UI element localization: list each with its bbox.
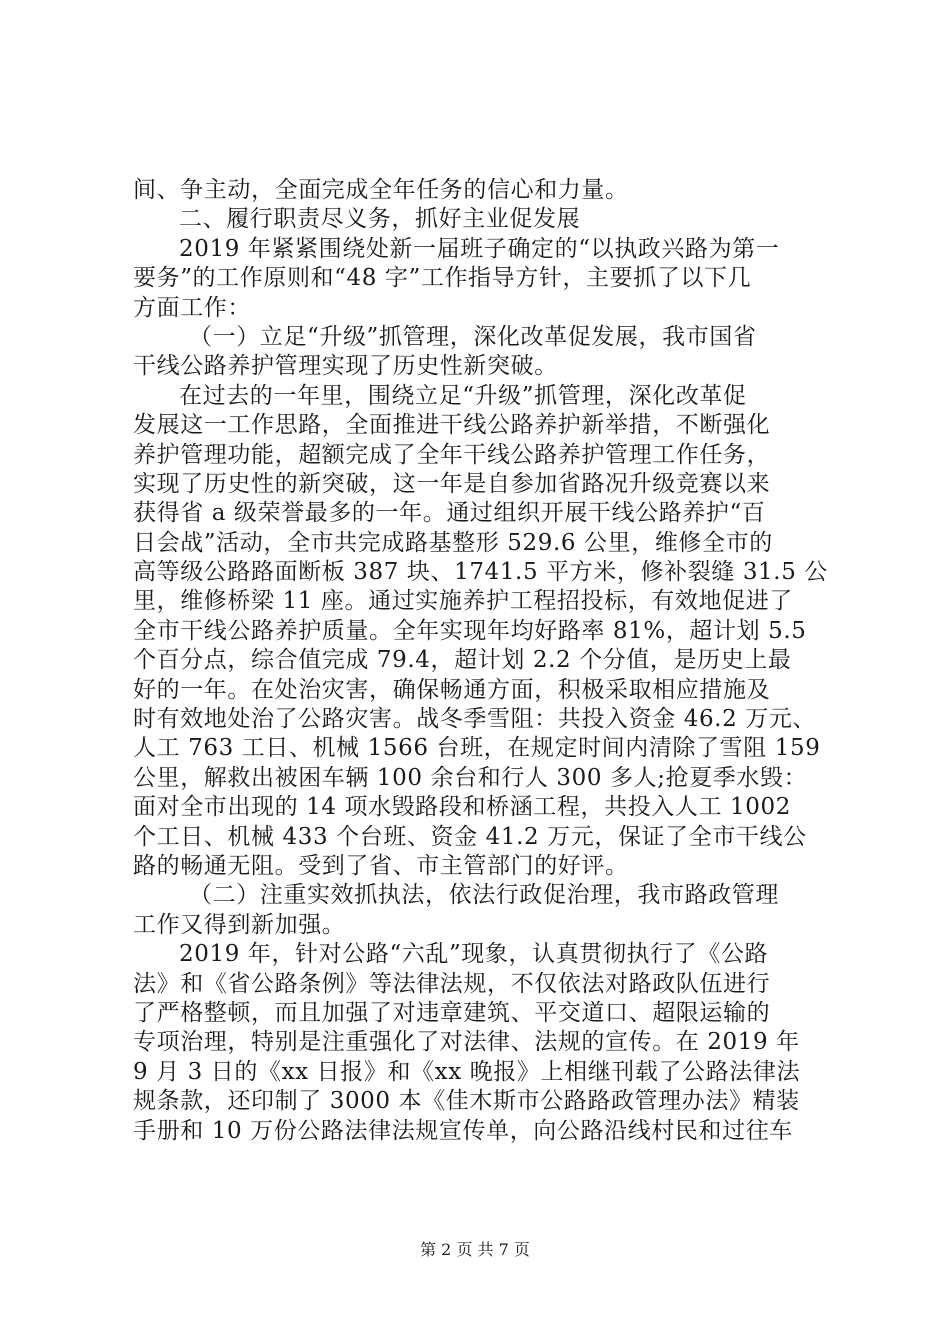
body-line: 面对全市出现的 14 项水毁路段和桥涵工程，共投入人工 1002: [133, 794, 791, 821]
body-line: 里，维修桥梁 11 座。通过实施养护工程招投标，有效地促进了: [133, 588, 793, 615]
body-line: 了严格整顿，而且加强了对违章建筑、平交道口、超限运输的: [133, 999, 771, 1026]
paragraph-start: 在过去的一年里，围绕立足“升级”抓管理，深化改革促: [179, 382, 747, 409]
section-heading: 二、履行职责尽义务，抓好主业促发展: [179, 206, 581, 233]
body-line: 法》和《省公路条例》等法律法规，不仅依法对路政队伍进行: [133, 970, 771, 997]
body-line: 公里，解救出被困车辆 100 余台和行人 300 多人;抢夏季水毁：: [133, 764, 808, 791]
body-line: 干线公路养护管理实现了历史性新突破。: [133, 353, 558, 380]
body-line: 专项治理，特别是注重强化了对法律、法规的宣传。在 2019 年: [133, 1029, 800, 1056]
subsection-heading: （一）立足“升级”抓管理，深化改革促发展，我市国省: [189, 323, 757, 350]
body-line: 高等级公路路面断板 387 块、1741.5 平方米，修补裂缝 31.5 公: [133, 559, 828, 586]
document-body: [133, 176, 833, 1146]
body-line: 工作又得到新加强。: [133, 911, 346, 938]
body-line: 个工日、机械 433 个台班、资金 41.2 万元，保证了全市干线公: [133, 823, 807, 850]
paragraph-start: 2019 年，针对公路“六乱”现象，认真贯彻执行了《公路: [179, 941, 769, 968]
body-line: 实现了历史性的新突破，这一年是自参加省路况升级竞赛以来: [133, 470, 771, 497]
body-line: 获得省 a 级荣誉最多的一年。通过组织开展干线公路养护“百: [133, 500, 766, 527]
body-line: 路的畅通无阻。受到了省、市主管部门的好评。: [133, 852, 629, 879]
subsection-heading: （二）注重实效抓执法，依法行政促治理，我市路政管理: [189, 882, 779, 909]
body-line: 个百分点，综合值完成 79.4，超计划 2.2 个分值，是历史上最: [133, 647, 792, 674]
body-line: 手册和 10 万份公路法律法规宣传单，向公路沿线村民和过往车: [133, 1117, 793, 1144]
body-line: 全市干线公路养护质量。全年实现年均好路率 81%，超计划 5.5: [133, 617, 807, 644]
body-line: 日会战”活动，全市共完成路基整形 529.6 公里，维修全市的: [133, 529, 773, 556]
body-line: 人工 763 工日、机械 1566 台班，在规定时间内清除了雪阻 159: [133, 735, 821, 762]
body-line: 养护管理功能，超额完成了全年干线公路养护管理工作任务，: [133, 441, 771, 468]
paragraph-start: 2019 年紧紧围绕处新一届班子确定的“以执政兴路为第一: [179, 235, 780, 262]
body-line: 时有效地处治了公路灾害。战冬季雪阻：共投入资金 46.2 万元、: [133, 706, 817, 733]
page-number-footer: 第 2 页 共 7 页: [420, 1240, 530, 1259]
body-line: 发展这一工作思路，全面推进干线公路养护新举措，不断强化: [133, 412, 771, 439]
body-line: 规条款，还印制了 3000 本《佳木斯市公路路政管理办法》精装: [133, 1088, 800, 1115]
body-line: 好的一年。在处治灾害，确保畅通方面，积极采取相应措施及: [133, 676, 771, 703]
body-line: 9 月 3 日的《xx 日报》和《xx 晚报》上相继刊载了公路法律法: [133, 1058, 801, 1085]
body-line: 要务”的工作原则和“48 字”工作指导方针，主要抓了以下几: [133, 265, 752, 292]
body-line: 方面工作：: [133, 294, 251, 321]
body-line: 间、争主动，全面完成全年任务的信心和力量。: [133, 177, 629, 203]
